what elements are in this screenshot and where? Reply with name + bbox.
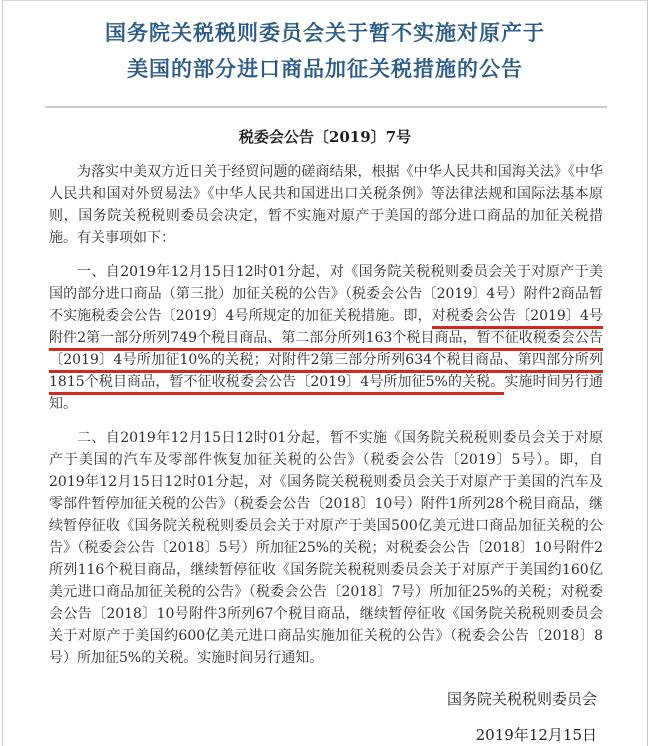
issue-date: 2019年12月15日 [475,726,597,744]
document-page [2,0,648,746]
doc-number: 税委会公告〔2019〕7号 [238,128,412,146]
item-1-opening-text: 一、自2019年12月15日12时01分起，对《国务院关税税则委员会关于对原产于美国的部分进口商品（第三批）加征关税的公告》（税委会公告〔2019〕4号）附件2商品暂不实施税委会公告〔2019〕4号所规定的加征关税措施。即， [49,264,603,324]
item-1-paragraph [49,261,603,415]
doc-title-line-2: 美国的部分进口商品加征关税措施的公告 [127,56,523,81]
doc-title [3,1,647,87]
item-1-closing-text: 实施时间另行通知。 [49,374,604,412]
signature-block [3,688,647,746]
item-2-paragraph: 二、自2019年12月15日12时01分起，暂不实施《国务院关税税则委员会关于对原产于美国的汽车及零部件恢复加征关税的公告》（税委会公告〔2019〕5号）。即，自2019年12月15日12时01分起，对《国务院关税税则委员会关于对原产于美国的汽车及零部件暂停加征关税的公告》（税委会公告〔2018〕10号）附件1所列28个税目商品，继续暂停征收《国务院关税税则委员会关于对原产于美国500亿美元进口商品加征关税的公告》（税委会公告〔2018〕5号）所加征25%的关税；对税委会公告〔2018〕10号附件2所列116个税目商品，继续暂停征收《国务院关税税则委员会关于对原产于美国约160亿美元进口商品加征关税的公告》（税委会公告〔2018〕7号）所加征25%的关税；对税委会公告〔2018〕10号附件3所列67个税目商品，继续暂停征收《国务院关税税则委员会关于对原产于美国约600亿美元进口商品实施加征关税的公告》（税委会公告〔2018〕8号）所加征5%的关税。实施时间另行通知。 [49,430,603,666]
doc-body [3,161,647,669]
issuer-signature: 国务院关税税则委员会 [446,690,597,708]
item-1-red-underlined-text: 对税委会公告〔2019〕4号附件2第一部分所列749个税目商品、第二部分所列163个税目商品，暂不征收税委会公告〔2019〕4号所加征10%的关税；对附件2第三部分所列634个税目商品、第四部分所列1815个税目商品，暂不征收税委会公告〔2019〕4号所加征5%的关税。 [49,308,603,395]
intro-paragraph: 为落实中美双方近日关于经贸问题的磋商结果，根据《中华人民共和国海关法》《中华人民共和国对外贸易法》《中华人民共和国进出口关税条例》等法律法规和国际法基本原则，国务院关税税则委员会决定，暂不实施对原产于美国的部分进口商品的加征关税措施。有关事项如下： [49,164,603,246]
doc-title-line-1: 国务院关税税则委员会关于暂不实施对原产于 [105,20,545,45]
title-divider [45,106,607,108]
